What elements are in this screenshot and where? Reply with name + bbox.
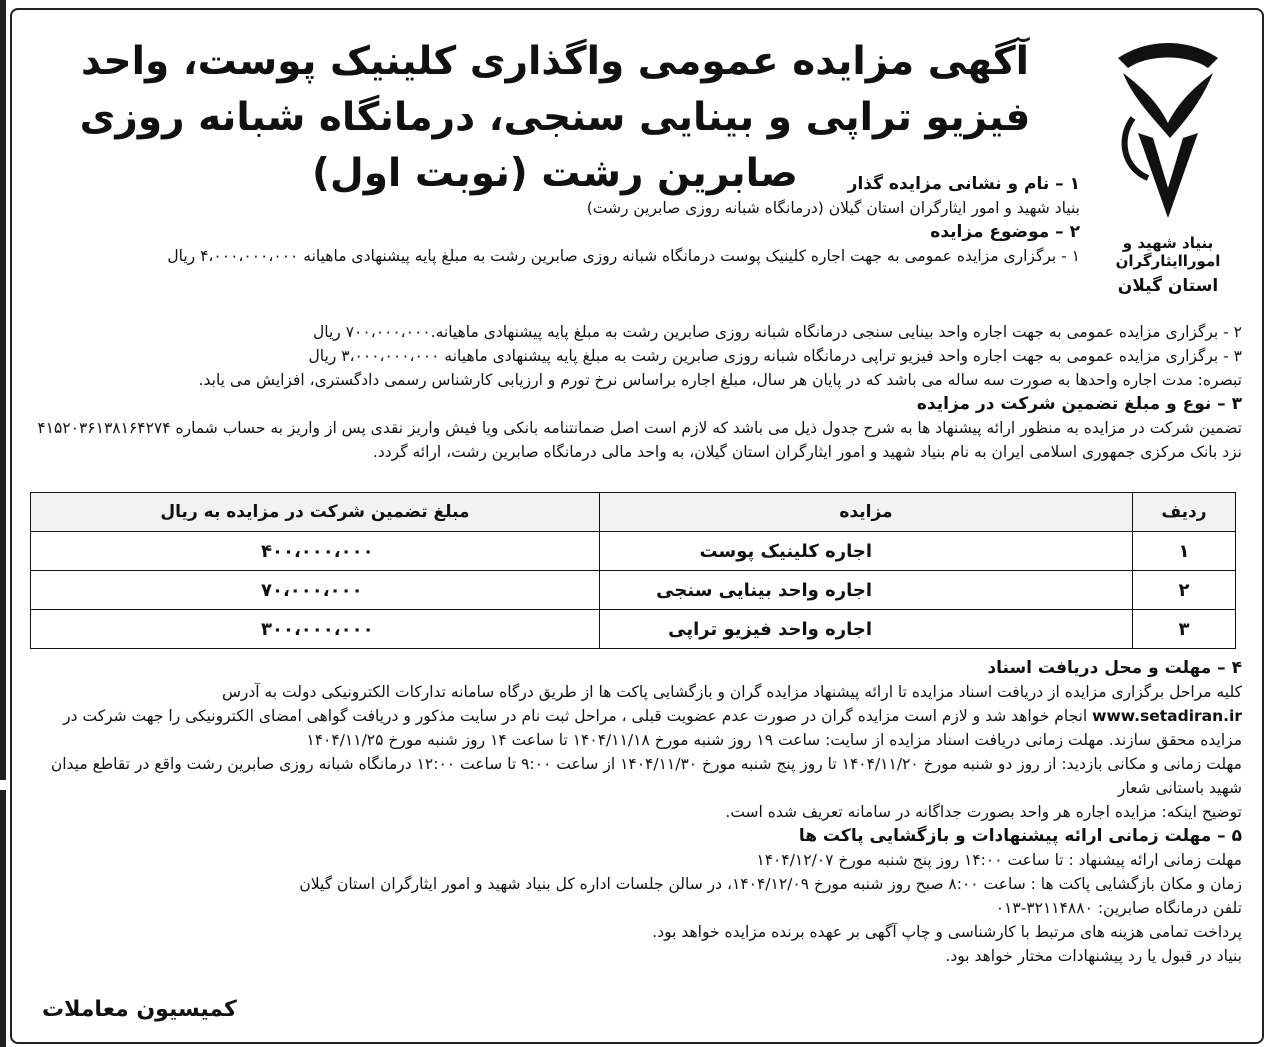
section1-heading: ۱ – نام و نشانی مزایده گذار — [847, 174, 1080, 194]
auction-item: اجاره واحد فیزیو تراپی — [600, 610, 1133, 649]
bond-amount: ۳۰۰،۰۰۰،۰۰۰ — [31, 610, 600, 649]
section4-heading: ۴ – مهلت و محل دریافت اسناد — [987, 658, 1242, 678]
table-row — [31, 532, 1236, 571]
section2-continued — [22, 320, 1242, 464]
bond-table — [30, 492, 1236, 649]
table-row — [31, 610, 1236, 649]
bond-amount: ۷۰،۰۰۰،۰۰۰ — [31, 571, 600, 610]
header-bond-amount: مبلغ تضمین شرکت در مزایده به ریال — [31, 493, 600, 532]
section4-note: توضیح اینکه: مزایده اجاره هر واحد بصورت جداگانه در سامانه تعریف شده است. — [725, 803, 1242, 821]
section2-note: تبصره: مدت اجاره واحدها به صورت سه ساله می باشد که در پایان هر سال، مبلغ اجاره براساس نرخ تورم و ارزیابی کارشناس رسمی دادگستری، افزایش می یابد. — [198, 371, 1242, 389]
section4-text1: کلیه مراحل برگزاری مزایده از دریافت اسناد مزایده تا ارائه پیشنهاد مزایده گران و بازگشایی پاکت ها از طریق درگاه سامانه تدارکات الکترونیکی دولت به آدرس — [221, 683, 1242, 701]
logo-province: استان گیلان — [1117, 276, 1219, 296]
tender-notice — [20, 14, 1250, 1040]
row-number: ۱ — [1133, 532, 1236, 571]
header-auction: مزایده — [600, 493, 1133, 532]
header-row-number: ردیف — [1133, 493, 1236, 532]
setad-url-link[interactable]: www.setadiran.ir — [1092, 707, 1242, 725]
organization-logo — [1094, 28, 1242, 298]
left-edge-bar-top — [0, 0, 6, 780]
section5-heading: ۵ – مهلت زمانی ارائه پیشنهادات و بازگشایی پاکت ها — [798, 826, 1242, 846]
section5-phone: تلفن درمانگاه صابرین: ۳۲۱۱۴۸۸۰-۰۱۳ — [995, 899, 1242, 917]
section3-text: تضمین شرکت در مزایده به منظور ارائه پیشنهاد ها به شرح جدول ذیل می باشد که لازم است اصل ضمانتنامه بانکی ویا فیش واریز نقدی پس از واریز به حساب شماره ۴۱۵۲۰۳۶۱۳۸۱۶۴۲۷۴ نزد بانک مرکزی جمهوری اسلامی ایران به نام بنیاد شهید و امور ایثارگران استان گیلان، به واحد مالی درمانگاه صابرین رشت، ارائه گردد. — [37, 419, 1242, 461]
left-edge-bar-bottom — [0, 790, 6, 1047]
sections-4-5 — [22, 656, 1242, 968]
section5-opening: زمان و مکان بازگشایی پاکت ها : ساعت ۸:۰۰ صبح روز شنبه مورخ ۱۴۰۴/۱۲/۰۹، در سالن جلسات اداره کل بنیاد شهید و امور ایثارگران استان گیلان — [299, 875, 1242, 893]
logo-org-name: بنیاد شهید و اموراایثارگران — [1115, 234, 1221, 270]
auction-item: اجاره واحد بینایی سنجی — [600, 571, 1133, 610]
table-row — [31, 571, 1236, 610]
section2-heading: ۲ – موضوع مزایده — [930, 222, 1080, 242]
section4-text2: انجام خواهد شد و لازم است مزایده گران در صورت عدم عضویت قبلی ، مراحل ثبت نام در سایت مذکور و دریافت گواهی امضای الکترونیکی را جهت شرکت در مزایده محقق سازند. مهلت زمانی دریافت اسناد مزایده از سایت: ساعت ۱۹ روز شنبه مورخ ۱۴۰۴/۱۱/۱۸ تا ساعت ۱۴ روز شنبه مورخ ۱۴۰۴/۱۱/۲۵ — [63, 707, 1242, 749]
auction-item: اجاره کلینیک پوست — [600, 532, 1133, 571]
section4-visit: مهلت زمانی و مکانی بازدید: از روز دو شنبه مورخ ۱۴۰۴/۱۱/۲۰ تا روز پنج شنبه مورخ ۱۴۰۴/۱۱/۳۰ از ساعت ۹:۰۰ تا ساعت ۱۲:۰۰ درمانگاه شبانه روزی صابرین رشت واقع در تقاطع میدان شهید باستانی شعار — [50, 755, 1242, 797]
row-number: ۳ — [1133, 610, 1236, 649]
section2-item3: ۳ - برگزاری مزایده عمومی به جهت اجاره واحد فیزیو تراپی درمانگاه شبانه روزی صابرین رشت به مبلغ پایه پیشنهادی ماهیانه ۳،۰۰۰،۰۰۰،۰۰۰ ریال — [308, 347, 1242, 365]
section5-costs: پرداخت تمامی هزینه های مرتبط با کارشناسی و چاپ آگهی بر عهده برنده مزایده خواهد بود. — [652, 923, 1242, 941]
section2-item2: ۲ - برگزاری مزایده عمومی به جهت اجاره واحد بینایی سنجی درمانگاه شبانه روزی صابرین رشت به مبلغ پایه پیشنهادی ماهیانه.۷۰۰،۰۰۰،۰۰۰ ریال — [313, 323, 1242, 341]
section5-deadline: مهلت زمانی ارائه پیشنهاد : تا ساعت ۱۴:۰۰ روز پنج شنبه مورخ ۱۴۰۴/۱۲/۰۷ — [756, 851, 1242, 869]
section3-heading: ۳ – نوع و مبلغ تضمین شرکت در مزایده — [916, 394, 1242, 414]
row-number: ۲ — [1133, 571, 1236, 610]
signature: کمیسیون معاملات — [42, 997, 237, 1022]
table-header-row — [31, 493, 1236, 532]
section2-item1: ۱ - برگزاری مزایده عمومی به جهت اجاره کلینیک پوست درمانگاه شبانه روزی صابرین رشت به مبلغ پایه پیشنهادی ماهیانه ۴،۰۰۰،۰۰۰،۰۰۰ ریال — [167, 247, 1080, 265]
section5-rights: بنیاد در قبول یا رد پیشنهادات مختار خواهد بود. — [945, 947, 1242, 965]
notice-title: آگهی مزایده عمومی واگذاری کلینیک پوست، واحد فیزیو تراپی و بینایی سنجی، درمانگاه شبانه روزی صابرین رشت (نوبت اول) — [79, 39, 1031, 196]
emblem-icon — [1108, 28, 1228, 228]
section1-text: بنیاد شهید و امور ایثارگران استان گیلان (درمانگاه شبانه روزی صابرین رشت) — [586, 199, 1080, 217]
bond-amount: ۴۰۰،۰۰۰،۰۰۰ — [31, 532, 600, 571]
sections-1-2 — [30, 172, 1080, 268]
